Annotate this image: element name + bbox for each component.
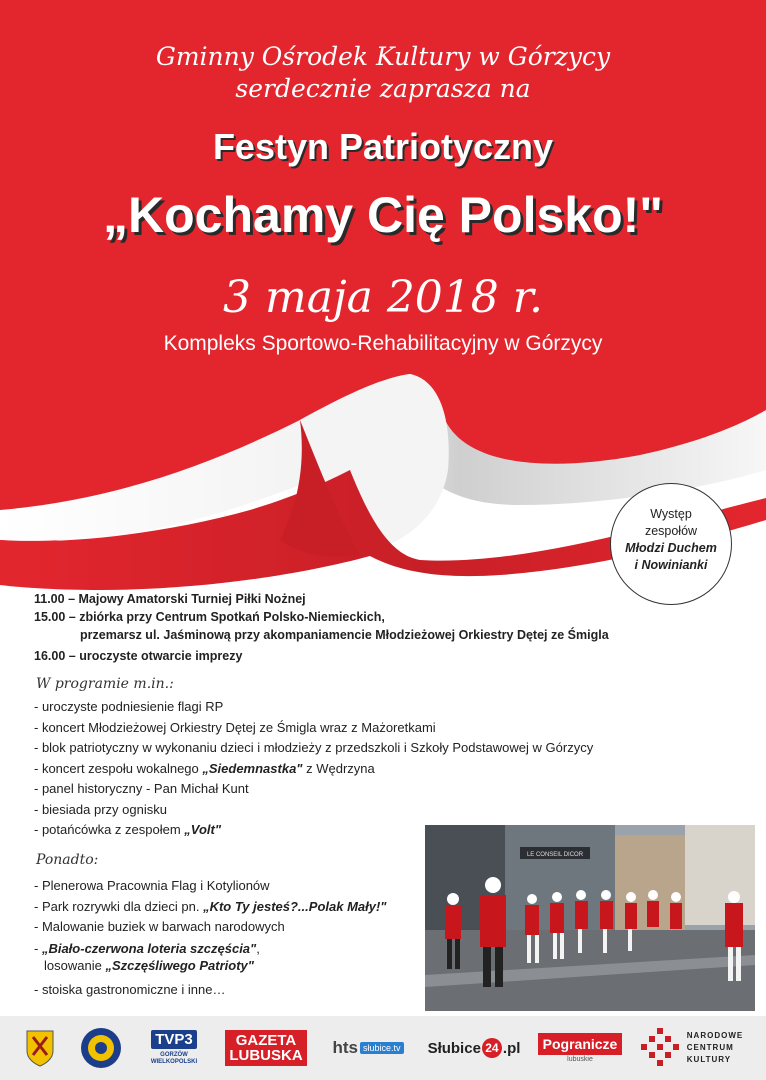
list-item: - blok patriotyczny w wykonaniu dzieci i młodzieży z przedszkoli i Szkoły Podstawowej w Górzycy xyxy=(34,740,594,755)
round-emblem-icon xyxy=(79,1026,123,1070)
schedule xyxy=(34,590,609,665)
pogranicze-word: Pogranicze xyxy=(538,1033,623,1055)
hts-mark: hts xyxy=(332,1038,358,1057)
list-item: - panel historyczny - Pan Michał Kunt xyxy=(34,781,249,796)
marching-band-photo-illustration xyxy=(425,825,755,1011)
list-item: - Malowanie buziek w barwach narodowych xyxy=(34,919,285,934)
program-list xyxy=(34,697,593,841)
event-slogan: „Kochamy Cię Polsko!" xyxy=(103,187,663,243)
nck-word1: NARODOWE xyxy=(686,1031,744,1040)
event-date: 3 maja 2018 r. xyxy=(223,272,543,323)
performers-badge xyxy=(610,483,732,605)
list-item: - stoiska gastronomiczne i inne… xyxy=(34,981,226,997)
schedule-text: Majowy Amatorski Turniej Piłki Nożnej xyxy=(78,592,306,606)
slubice-domain: .pl xyxy=(502,1039,521,1057)
hts-sub: słubice.tv xyxy=(360,1042,404,1054)
extras-list xyxy=(34,876,386,1000)
extras-heading: Ponadto: xyxy=(36,852,99,868)
list-item: - koncert Młodzieżowej Orkiestry Dętej ze Śmigla wraz z Mażoretkami xyxy=(34,719,436,735)
schedule-row xyxy=(34,590,609,608)
list-item: - potańcówka z zespołem „Volt" xyxy=(34,822,222,837)
gazeta-lubuska-word2: LUBUSKA xyxy=(229,1047,303,1064)
event-title: Festyn Patriotyczny xyxy=(212,126,554,167)
schedule-time: 15.00 – xyxy=(34,610,80,624)
schedule-text-continued: przemarsz ul. Jaśminową przy akompaniamencie Młodzieżowej Orkiestry Dętej ze Śmigla xyxy=(80,628,609,642)
schedule-text: uroczyste otwarcie imprezy xyxy=(79,649,243,663)
shop-sign: LE CONSEIL DICOR xyxy=(526,852,584,858)
schedule-text: zbiórka przy Centrum Spotkań Polsko-Niemieckich, xyxy=(79,610,385,624)
list-item: - biesiada przy ognisku xyxy=(34,801,167,817)
schedule-time: 16.00 – xyxy=(34,649,80,663)
nck-logo xyxy=(636,1024,748,1072)
gazeta-lubuska-logo xyxy=(224,1024,308,1072)
gazeta-lubuska-word1: GAZETA xyxy=(235,1032,297,1049)
nck-word3: KULTURY xyxy=(686,1055,732,1064)
coat-of-arms-icon xyxy=(25,1029,55,1067)
schedule-time: 11.00 – xyxy=(34,592,79,606)
pogranicze-logo xyxy=(540,1024,620,1072)
marching-band-photo xyxy=(425,825,755,1011)
badge-line: zespołów xyxy=(644,524,698,538)
event-venue: Kompleks Sportowo-Rehabilitacyjny w Górzycy xyxy=(163,332,603,355)
slubice-word: Słubice xyxy=(427,1039,481,1057)
list-item: - uroczyste podniesienie flagi RP xyxy=(34,699,224,714)
sponsor-bar xyxy=(0,1016,766,1080)
hts-logo xyxy=(326,1024,410,1072)
schedule-row xyxy=(34,647,609,665)
list-item: losowanie „Szczęśliwego Patrioty" xyxy=(44,957,254,973)
tvp3-logo xyxy=(142,1024,206,1072)
invitation-line: serdecznie zaprasza na xyxy=(235,74,531,103)
gmina-coat-of-arms-icon xyxy=(22,1024,58,1072)
list-item: - koncert zespołu wokalnego „Siedemnastka" z Wędrzyna xyxy=(34,760,375,776)
nck-pattern-icon xyxy=(641,1028,681,1068)
program-heading: W programie m.in.: xyxy=(36,676,174,692)
list-item: - Park rozrywki dla dzieci pn. „Kto Ty jesteś?...Polak Mały!" xyxy=(34,898,387,914)
tvp3-mark: TVP3 xyxy=(151,1030,197,1049)
organizer-line: Gminny Ośrodek Kultury w Górzycy xyxy=(155,42,611,71)
tvp3-region: GORZÓW WIELKOPOLSKI xyxy=(150,1052,198,1065)
pogranicze-sub: lubuskie xyxy=(567,1056,593,1063)
schedule-row xyxy=(34,608,609,626)
slubice-number: 24 xyxy=(482,1038,502,1058)
badge-line: Występ xyxy=(650,507,692,521)
list-item: - Plenerowa Pracownia Flag i Kotylionów xyxy=(34,878,270,893)
list-item: - „Biało-czerwona loteria szczęścia", xyxy=(34,940,260,956)
slubice24-logo xyxy=(424,1024,524,1072)
badge-line: Młodzi Duchem xyxy=(625,541,717,555)
nck-word2: CENTRUM xyxy=(686,1043,734,1052)
badge-line: i Nowinianki xyxy=(634,558,708,572)
gok-emblem-icon xyxy=(78,1024,124,1072)
